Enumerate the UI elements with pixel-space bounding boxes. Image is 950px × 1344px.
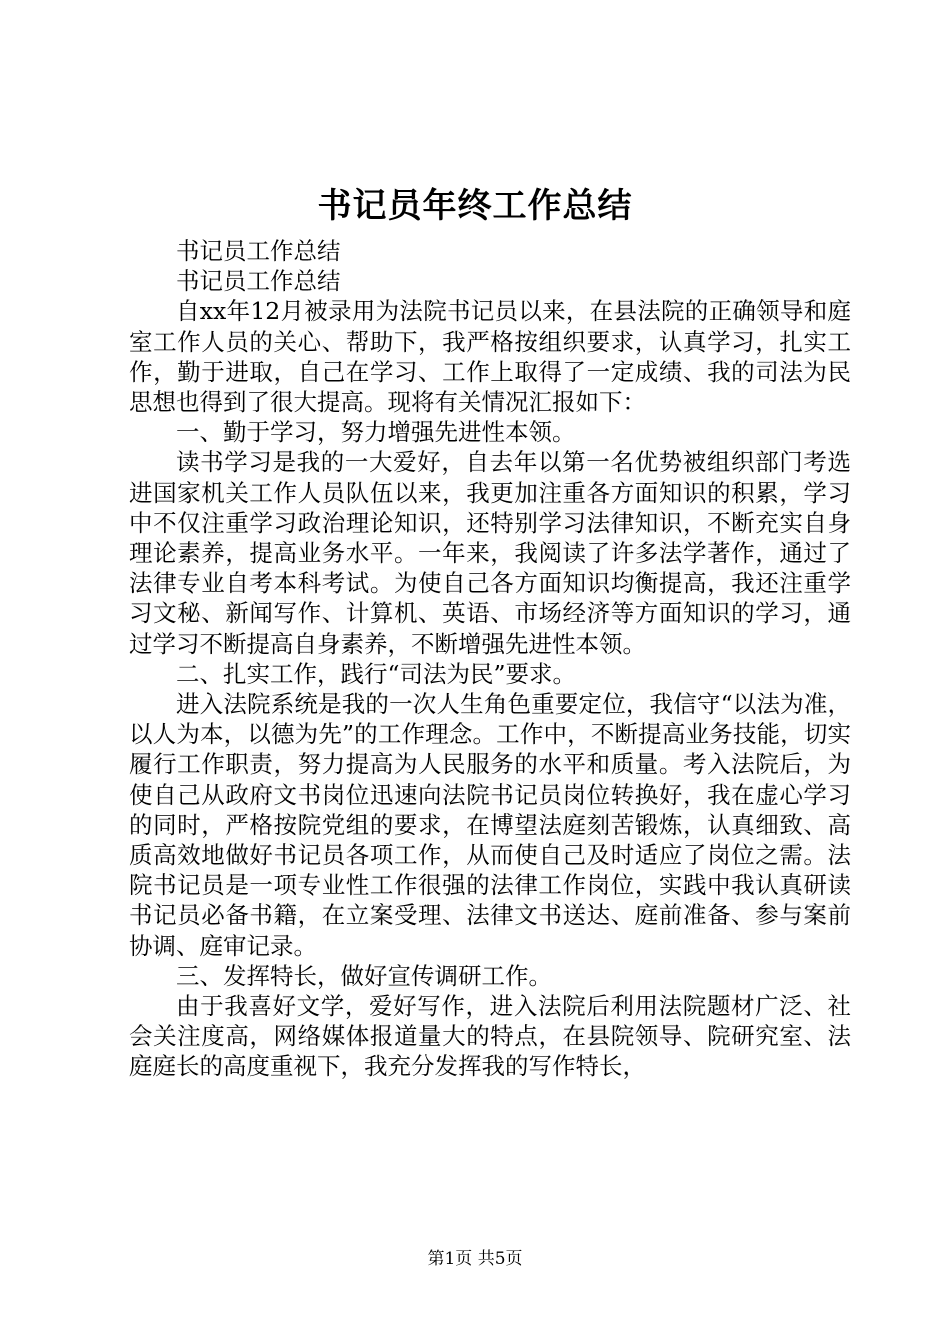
document-body (129, 236, 851, 1082)
section-heading: 二、扎实工作，践行“司法为民”要求。 (176, 659, 577, 688)
page-footer: 第1页 共5页 (427, 1249, 523, 1269)
section-heading: 三、发挥特长，做好宣传调研工作。 (176, 961, 552, 990)
paragraph: 由于我喜好文学，爱好写作，进入法院后利用法院题材广泛、社会关注度高，网络媒体报道量大的特点，在县院领导、院研究室、法庭庭长的高度重视下，我充分发挥我的写作特长， (129, 992, 851, 1081)
paragraph: 读书学习是我的一大爱好，自去年以第一名优势被组织部门考选进国家机关工作人员队伍以来，我更加注重各方面知识的积累，学习中不仅注重学习政治理论知识，还特别学习法律知识，不断充实自身理论素养，提高业务水平。一年来，我阅读了许多法学著作，通过了法律专业自考本科考试。为使自己各方面知识均衡提高，我还注重学习文秘、新闻写作、计算机、英语、市场经济等方面知识的学习，通过学习不断提高自身素养，不断增强先进性本领。 (129, 448, 851, 658)
paragraph: 书记员工作总结 (176, 267, 341, 296)
document-title: 书记员年终工作总结 (317, 186, 633, 226)
section-heading: 一、勤于学习，努力增强先进性本领。 (176, 418, 576, 447)
paragraph: 自xx年12月被录用为法院书记员以来，在县法院的正确领导和庭室工作人员的关心、帮助下，我严格按组织要求，认真学习，扎实工作，勤于进取，自己在学习、工作上取得了一定成绩、我的司法为民思想也得到了很大提高。现将有关情况汇报如下： (129, 297, 851, 417)
paragraph: 书记员工作总结 (176, 237, 341, 265)
paragraph: 进入法院系统是我的一次人生角色重要定位，我信守“以法为准，以人为本，以德为先”的工作理念。工作中，不断提高业务技能，切实履行工作职责，努力提高为人民服务的水平和质量。考入法院后，为使自己从政府文书岗位迅速向法院书记员岗位转换好，我在虚心学习的同时，严格按院党组的要求，在博望法庭刻苦锻炼，认真细致、高质高效地做好书记员各项工作，从而使自己及时适应了岗位之需。法院书记员是一项专业性工作很强的法律工作岗位，实践中我认真研读书记员必备书籍，在立案受理、法律文书送达、庭前准备、参与案前协调、庭审记录。 (129, 690, 851, 960)
